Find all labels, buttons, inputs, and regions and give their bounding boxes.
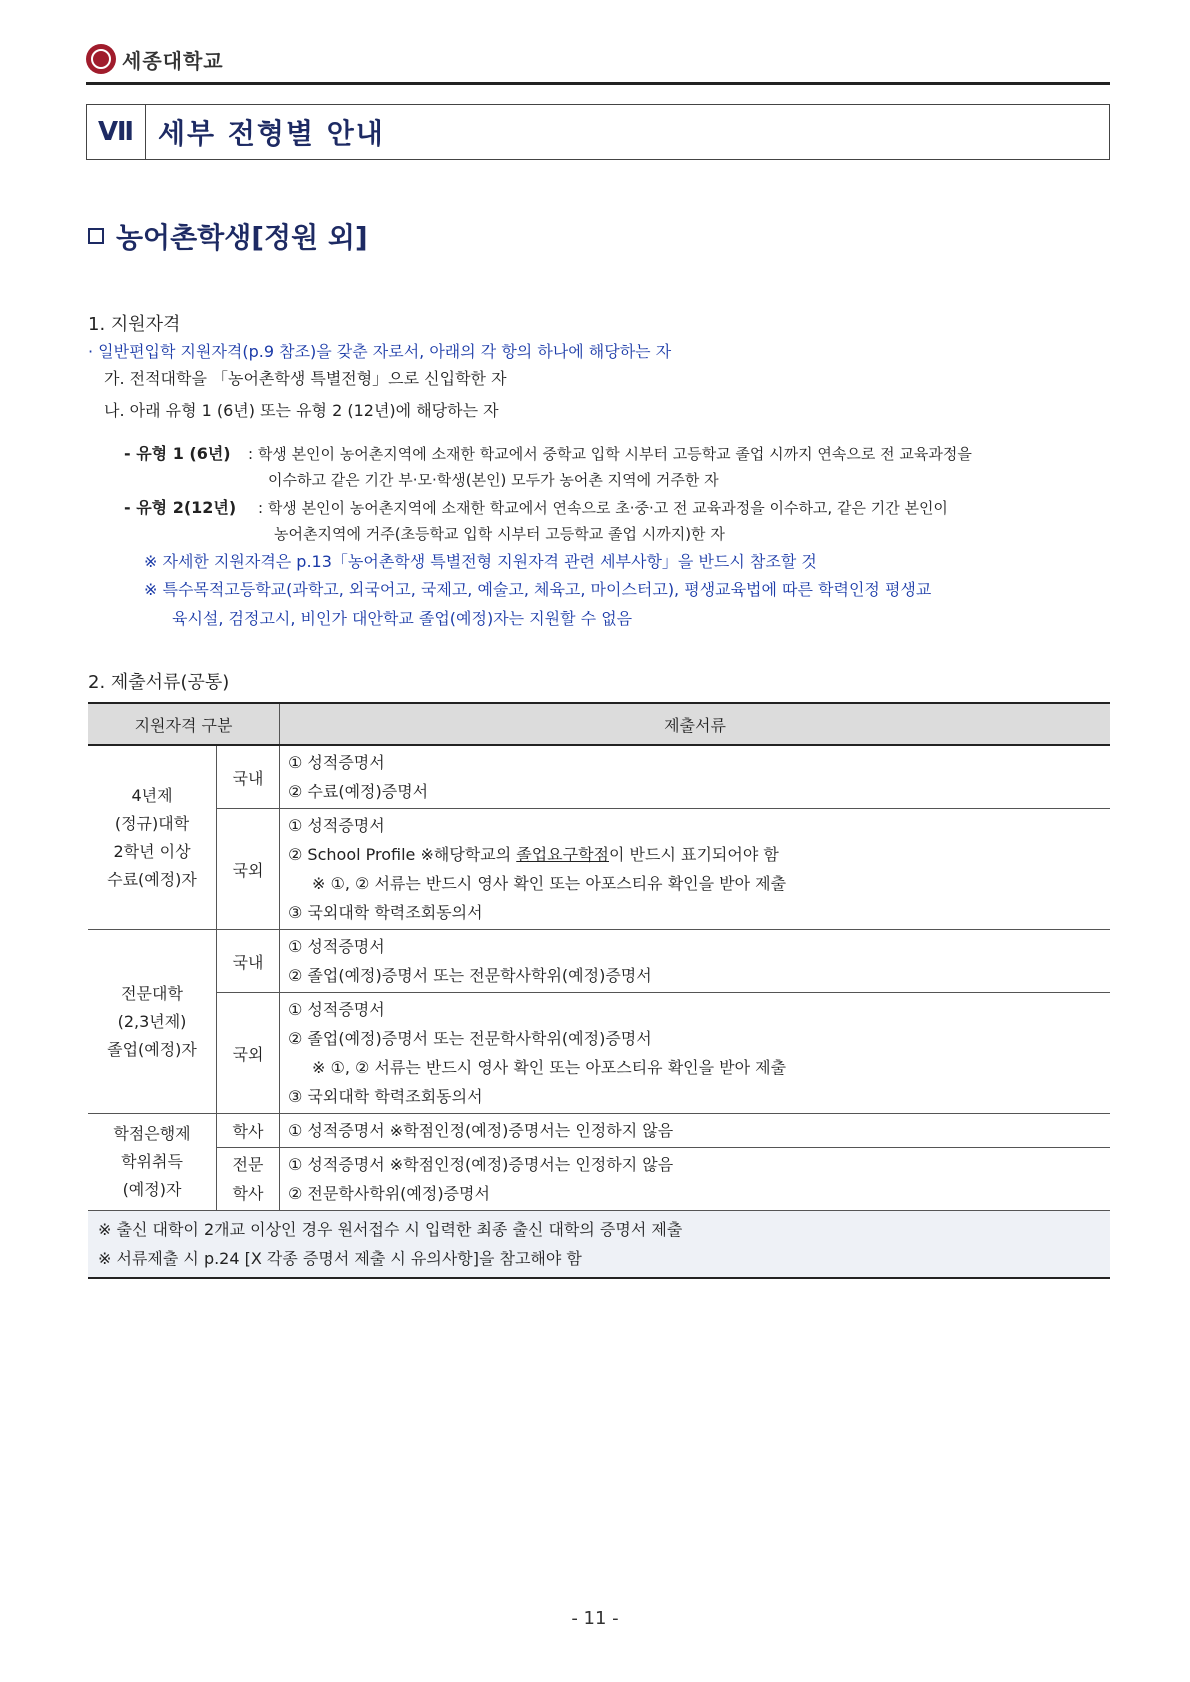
group-line: 2학년 이상: [113, 841, 191, 861]
type1-label: - 유형 1 (6년): [124, 444, 231, 463]
chapter-title: 세부 전형별 안내: [158, 117, 385, 150]
table-note: ※ 출신 대학이 2개교 이상인 경우 원서접수 시 입력한 최종 출신 대학의 증명서 제출: [98, 1220, 683, 1239]
location-line: 전문: [232, 1155, 264, 1174]
documents-table: [88, 702, 1110, 1279]
group-line: 수료(예정)자: [107, 869, 197, 889]
table-note: ※ 서류제출 시 p.24 [X 각종 증명서 제출 시 유의사항]을 참고해야 함: [98, 1249, 582, 1268]
page-number: - 11 -: [571, 1608, 619, 1629]
group-credit-bank: [88, 1114, 217, 1211]
location-bachelor: 학사: [217, 1114, 280, 1148]
table-notes-row: [88, 1211, 1110, 1279]
location-foreign: 국외: [217, 993, 280, 1114]
group-junior-college: [88, 930, 217, 1114]
documents-list: [280, 1148, 1111, 1211]
table-row: [88, 993, 1110, 1114]
group-line: 학위취득: [121, 1152, 183, 1171]
eligibility-item-a: 가. 전적대학을 「농어촌학생 특별전형」으로 신입학한 자: [104, 369, 507, 388]
document-text: ② School Profile ※해당학교의: [288, 845, 517, 864]
table-row: [88, 745, 1110, 809]
documents-heading: 2. 제출서류(공통): [88, 672, 230, 693]
document-text: 이 반드시 표기되어야 함: [609, 845, 779, 864]
col-header-qualification: 지원자격 구분: [88, 703, 280, 745]
group-line: 졸업(예정)자: [107, 1039, 197, 1059]
type1-desc-line1: : 학생 본인이 농어촌지역에 소재한 학교에서 중학교 입학 시부터 고등학교 졸업 시까지 연속으로 전 교육과정을: [248, 445, 972, 463]
documents-list: [280, 809, 1111, 930]
group-4year-university: [88, 745, 217, 930]
table-row: [88, 930, 1110, 993]
location-domestic: 국내: [217, 930, 280, 993]
table-notes: [88, 1211, 1110, 1279]
col-header-documents: 제출서류: [280, 703, 1111, 745]
document-item: ② 졸업(예정)증명서 또는 전문학사학위(예정)증명서: [288, 1029, 652, 1048]
table-row: [88, 809, 1110, 930]
group-line: 학점은행제: [113, 1124, 191, 1143]
checkbox-square-icon: [88, 228, 104, 244]
document-item: ① 성적증명서: [288, 753, 385, 772]
type1-desc-line2: 이수하고 같은 기간 부·모·학생(본인) 모두가 농어촌 지역에 거주한 자: [268, 471, 719, 489]
chapter-number: Ⅶ: [87, 105, 146, 159]
type2-desc-line1: : 학생 본인이 농어촌지역에 소재한 학교에서 연속으로 초·중·고 전 교육과정을 이수하고, 같은 기간 본인이: [258, 499, 948, 517]
documents-list: [280, 930, 1111, 993]
header-divider: [86, 82, 1110, 85]
eligibility-item-b: 나. 아래 유형 1 (6년) 또는 유형 2 (12년)에 해당하는 자: [104, 401, 499, 420]
section-title: [88, 216, 368, 256]
document-item: ③ 국외대학 학력조회동의서: [288, 1087, 483, 1106]
section-title-text: 농어촌학생[정원 외]: [116, 221, 368, 254]
group-line: 전문대학: [121, 983, 183, 1003]
document-item: ① 성적증명서 ※학점인정(예정)증명서는 인정하지 않음: [288, 1121, 674, 1140]
type2-desc-line2: 농어촌지역에 거주(초등학교 입학 시부터 고등학교 졸업 시까지)한 자: [274, 525, 725, 543]
document-note: ※ ①, ② 서류는 반드시 영사 확인 또는 아포스티유 확인을 받아 제출: [312, 1058, 787, 1077]
underlined-text: 졸업요구학점: [516, 845, 609, 864]
document-item: ① 성적증명서: [288, 937, 385, 956]
location-domestic: 국내: [217, 745, 280, 809]
group-line: (예정)자: [122, 1180, 182, 1199]
eligibility-note-1: ※ 자세한 지원자격은 p.13「농어촌학생 특별전형 지원자격 관련 세부사항」을 반드시 참조할 것: [144, 552, 817, 571]
university-logo: [86, 44, 224, 74]
group-line: (2,3년제): [117, 1011, 187, 1031]
documents-list: [280, 745, 1111, 809]
location-line: 학사: [232, 1184, 264, 1203]
chapter-banner: [86, 104, 1110, 160]
document-item: ② 졸업(예정)증명서 또는 전문학사학위(예정)증명서: [288, 966, 652, 985]
table-row: [88, 1148, 1110, 1211]
university-seal-icon: [86, 44, 116, 74]
documents-list: [280, 1114, 1111, 1148]
location-associate: [217, 1148, 280, 1211]
eligibility-heading: 1. 지원자격: [88, 314, 181, 335]
table-header-row: [88, 703, 1110, 745]
document-item: ② 전문학사학위(예정)증명서: [288, 1184, 490, 1203]
documents-list: [280, 993, 1111, 1114]
eligibility-note-2-line2: 육시설, 검정고시, 비인가 대안학교 졸업(예정)자는 지원할 수 없음: [172, 609, 633, 628]
document-item: [288, 840, 1102, 869]
eligibility-note-2-line1: ※ 특수목적고등학교(과학고, 외국어고, 국제고, 예술고, 체육고, 마이스터고), 평생교육법에 따른 학력인정 평생교: [144, 580, 932, 599]
group-line: (정규)대학: [114, 813, 190, 833]
document-item: ② 수료(예정)증명서: [288, 782, 429, 801]
document-item: ① 성적증명서 ※학점인정(예정)증명서는 인정하지 않음: [288, 1155, 674, 1174]
group-line: 4년제: [131, 785, 173, 805]
type2-label: - 유형 2(12년): [124, 498, 237, 517]
document-item: ① 성적증명서: [288, 816, 385, 835]
location-foreign: 국외: [217, 809, 280, 930]
document-note: ※ ①, ② 서류는 반드시 영사 확인 또는 아포스티유 확인을 받아 제출: [312, 874, 787, 893]
document-item: ③ 국외대학 학력조회동의서: [288, 903, 483, 922]
document-item: ① 성적증명서: [288, 1000, 385, 1019]
university-name: 세종대학교: [122, 48, 224, 73]
eligibility-bullet: · 일반편입학 지원자격(p.9 참조)을 갖춘 자로서, 아래의 각 항의 하나에 해당하는 자: [88, 342, 672, 361]
table-row: [88, 1114, 1110, 1148]
